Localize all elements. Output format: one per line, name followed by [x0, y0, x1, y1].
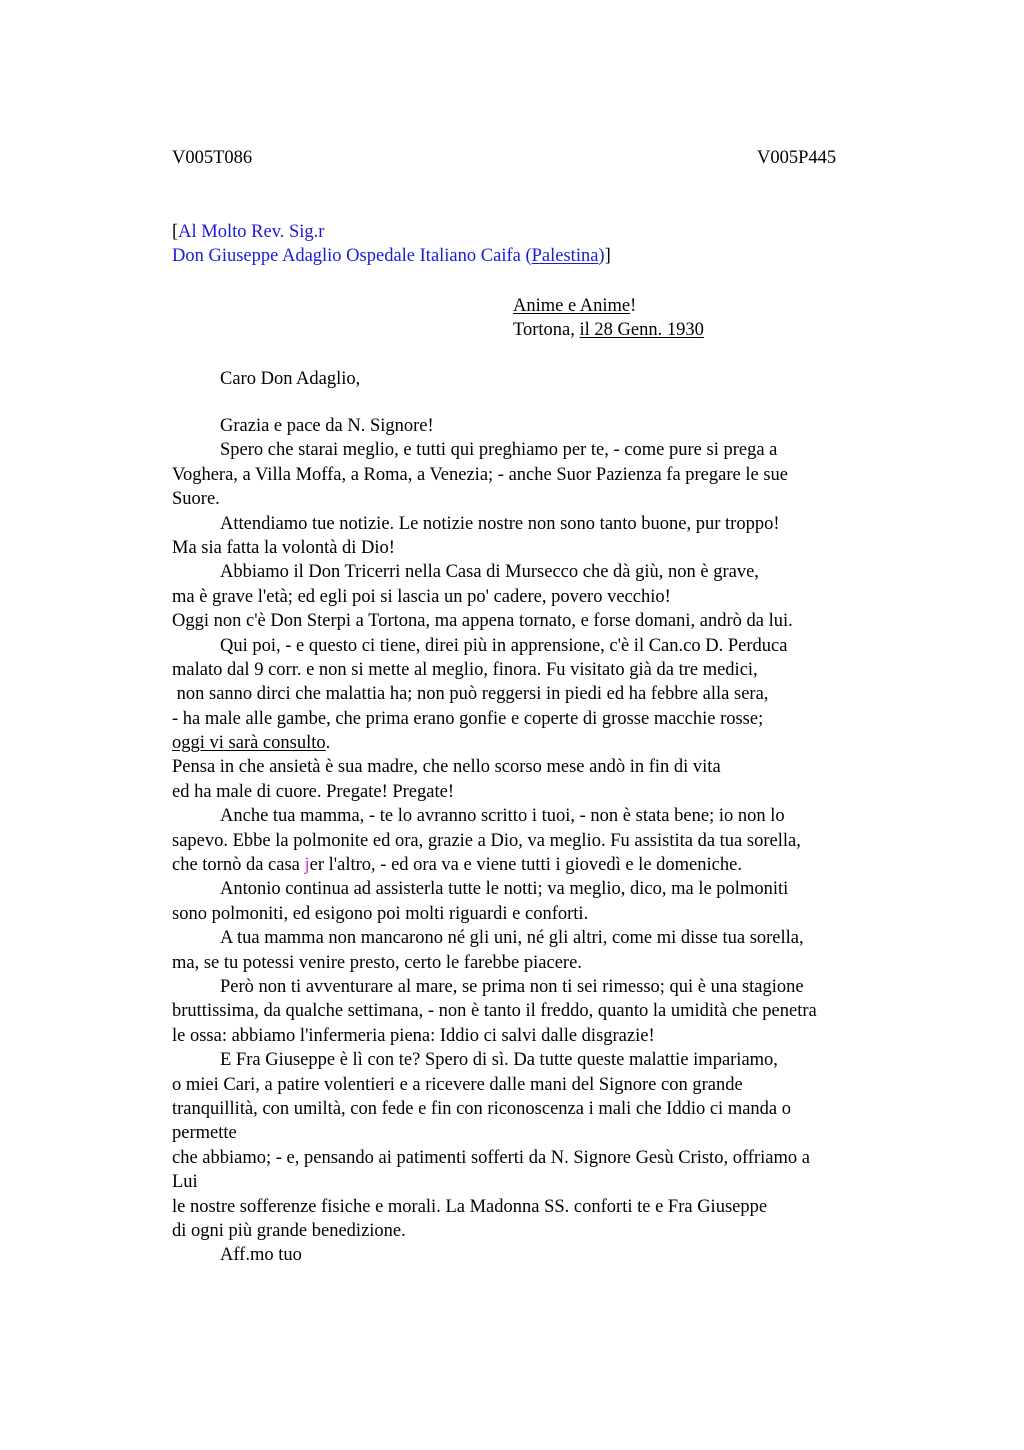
- body-line: Pensa in che ansietà è sua madre, che nello scorso mese andò in fin di vita: [172, 757, 721, 778]
- correction-mark: j: [304, 855, 310, 876]
- body-line: A tua mamma non mancarono né gli uni, né gli altri, come mi disse tua sorella,: [220, 928, 804, 949]
- body-line: - ha male alle gambe, che prima erano gonfie e coperte di grosse macchie rosse;: [172, 708, 764, 729]
- address-recipient: Don Giuseppe Adaglio Ospedale Italiano Caifa (: [172, 246, 532, 266]
- body-line: Antonio continua ad assisterla tutte le notti; va meglio, dico, ma le polmoniti: [220, 879, 789, 900]
- body-line: ed ha male di cuore. Pregate! Pregate!: [172, 781, 454, 802]
- body-line: Grazia e pace da N. Signore!: [220, 416, 434, 436]
- body-line: o miei Cari, a patire volentieri e a ricevere dalle mani del Signore con grande: [172, 1074, 743, 1095]
- archive-code-right: V005P445: [757, 148, 837, 168]
- body-line: ma, se tu potessi venire presto, certo le farebbe piacere.: [172, 952, 582, 973]
- dateline-place: Tortona,: [513, 320, 580, 340]
- body-line: [172, 731, 932, 755]
- address-line-2: [172, 244, 611, 268]
- dateline: [513, 318, 704, 342]
- letter-body: [172, 414, 932, 1268]
- body-line: sapevo. Ebbe la polmonite ed ora, grazie a Dio, va meglio. Fu assistita da tua sorella,: [172, 830, 801, 851]
- address-recipient-title: Al Molto Rev. Sig.r: [178, 222, 325, 242]
- archive-code-left: V005T086: [172, 148, 253, 168]
- body-line: ma è grave l'età; ed egli poi si lascia un po' cadere, povero vecchio!: [172, 586, 671, 607]
- body-line: malato dal 9 corr. e non si mette al meglio, finora. Fu visitato già da tre medici,: [172, 659, 758, 680]
- address-close-bracket: ]: [604, 246, 611, 266]
- body-line: Spero che starai meglio, e tutti qui preghiamo per te, - come pure si prega a: [220, 440, 778, 461]
- address-place: Palestina: [531, 246, 599, 266]
- motto: Anime e Anime: [513, 296, 631, 316]
- body-line: le ossa: abbiamo l'infermeria piena: Iddio ci salvi dalle disgrazie!: [172, 1025, 655, 1046]
- body-line: [172, 853, 932, 877]
- body-line: E Fra Giuseppe è lì con te? Spero di sì. Da tutte queste malattie impariamo,: [220, 1050, 778, 1071]
- body-line: Però non ti avventurare al mare, se prima non ti sei rimesso; qui è una stagione: [220, 976, 804, 997]
- body-line: Abbiamo il Don Tricerri nella Casa di Mursecco che dà giù, non è grave,: [220, 562, 759, 583]
- address-line-1: [172, 220, 324, 244]
- body-line: sono polmoniti, ed esigono poi molti riguardi e conforti.: [172, 903, 589, 924]
- motto-mark: !: [630, 296, 637, 316]
- motto-line: [513, 294, 636, 318]
- body-line: Oggi non c'è Don Sterpi a Tortona, ma appena tornato, e forse domani, andrò da lui.: [172, 611, 793, 632]
- address-paren-close: ): [598, 246, 605, 266]
- body-line: Anche tua mamma, - te lo avranno scritto i tuoi, - non è stata bene; io non lo: [220, 806, 785, 827]
- closing: Aff.mo tuo: [220, 1245, 302, 1266]
- body-line: non sanno dirci che malattia ha; non può reggersi in piedi ed ha febbre alla sera,: [172, 684, 769, 705]
- body-line-end: .: [325, 733, 331, 754]
- body-line: Suore.: [172, 489, 220, 510]
- body-line: Lui: [172, 1172, 198, 1193]
- body-line: Voghera, a Villa Moffa, a Roma, a Venezia; - anche Suor Pazienza fa pregare le sue: [172, 464, 788, 485]
- address-open-bracket: [: [172, 222, 179, 242]
- body-line: Ma sia fatta la volontà di Dio!: [172, 537, 395, 558]
- underlined-phrase: oggi vi sarà consulto: [172, 733, 326, 754]
- body-line-rest: er l'altro, - ed ora va e viene tutti i giovedì e le domeniche.: [309, 855, 742, 876]
- body-line: permette: [172, 1123, 237, 1144]
- body-line: tranquillità, con umiltà, con fede e fin con riconoscenza i mali che Iddio ci manda o: [172, 1098, 792, 1119]
- body-line-start: che tornò da casa: [172, 855, 305, 876]
- salutation: Caro Don Adaglio,: [220, 369, 361, 389]
- body-line: Attendiamo tue notizie. Le notizie nostre non sono tanto buone, pur troppo!: [220, 513, 780, 534]
- body-line: che abbiamo; - e, pensando ai patimenti sofferti da N. Signore Gesù Cristo, offriamo a: [172, 1147, 810, 1168]
- dateline-date: il 28 Genn. 1930: [579, 320, 704, 340]
- body-line: le nostre sofferenze fisiche e morali. La Madonna SS. conforti te e Fra Giuseppe: [172, 1196, 768, 1217]
- body-line: bruttissima, da qualche settimana, - non è tanto il freddo, quanto la umidità che penetra: [172, 1001, 817, 1022]
- body-line: Qui poi, - e questo ci tiene, direi più in apprensione, c'è il Can.co D. Perduca: [220, 635, 788, 656]
- body-line: di ogni più grande benedizione.: [172, 1220, 406, 1241]
